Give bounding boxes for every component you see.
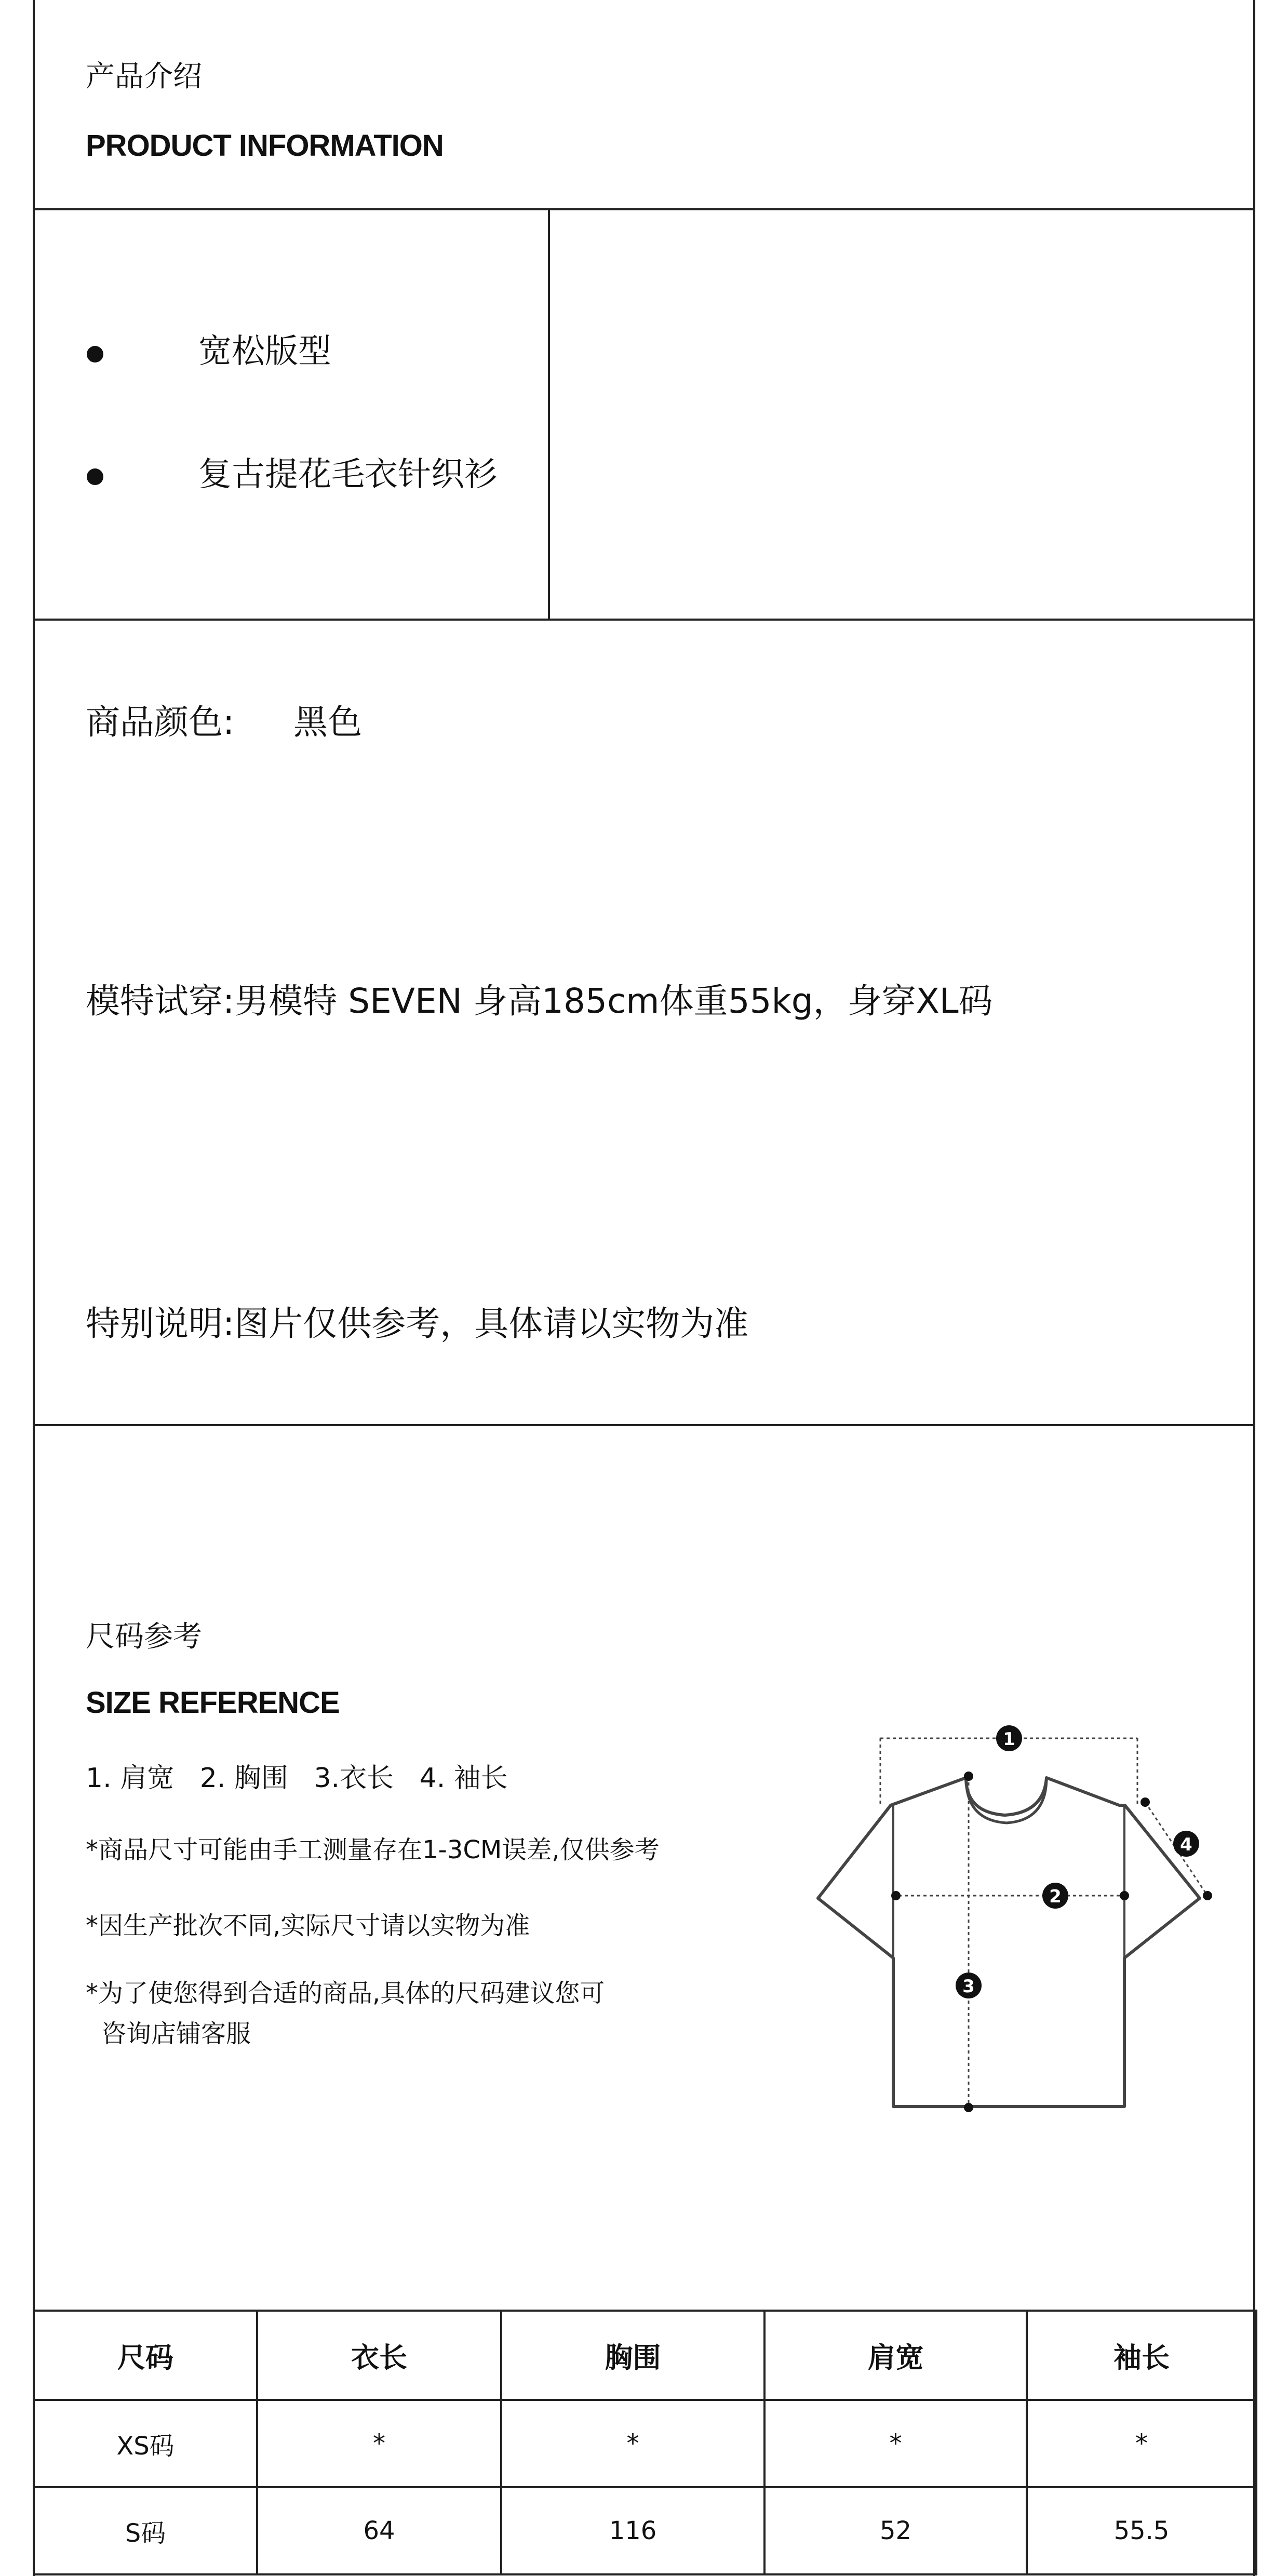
size-table [33, 2310, 1257, 2575]
size-note: 咨询店铺客服 [101, 2019, 251, 2048]
color-value: 黑色 [293, 702, 362, 742]
model-info: 模特试穿:男模特 SEVEN 身高185cm体重55kg，身穿XL码 [86, 981, 993, 1021]
table-header-cell: 尺码 [34, 2311, 257, 2400]
divider [33, 208, 1255, 210]
table-row [34, 2400, 1256, 2487]
marker-4-icon [1173, 1831, 1199, 1857]
color-label: 商品颜色: [86, 702, 235, 742]
bullet-icon [87, 468, 103, 485]
size-note: *为了使您得到合适的商品,具体的尺码建议您可 [86, 1979, 605, 2008]
table-cell: 55.5 [1027, 2487, 1256, 2574]
svg-text:2: 2 [1049, 1886, 1062, 1907]
size-note: *因生产批次不同,实际尺寸请以实物为准 [86, 1911, 530, 1940]
table-cell: 52 [764, 2487, 1027, 2574]
table-cell: 116 [501, 2487, 764, 2574]
page-frame [33, 0, 1255, 2576]
marker-2-icon [1042, 1883, 1068, 1909]
divider [33, 1424, 1255, 1426]
product-intro-title-cn: 产品介绍 [86, 60, 202, 93]
measurement-legend: 1. 肩宽 2. 胸围 3.衣长 4. 袖长 [86, 1763, 508, 1794]
table-cell: S码 [34, 2487, 257, 2574]
svg-text:1: 1 [1003, 1729, 1015, 1750]
table-header-cell: 衣长 [257, 2311, 501, 2400]
marker-3-icon [956, 1973, 982, 1998]
table-cell: * [501, 2400, 764, 2487]
table-header-row [34, 2311, 1256, 2400]
product-intro-title-en: PRODUCT INFORMATION [86, 129, 444, 163]
table-cell: * [1027, 2400, 1256, 2487]
svg-text:4: 4 [1180, 1834, 1192, 1855]
tshirt-measurement-diagram [810, 1709, 1226, 2124]
table-cell: * [257, 2400, 501, 2487]
size-note: *商品尺寸可能由手工测量存在1-3CM误差,仅供参考 [86, 1835, 660, 1864]
table-cell: * [764, 2400, 1027, 2487]
table-header-cell: 肩宽 [764, 2311, 1027, 2400]
feature-item: 宽松版型 [198, 332, 331, 371]
table-cell: 64 [257, 2487, 501, 2574]
size-reference-title-cn: 尺码参考 [86, 1620, 202, 1654]
svg-text:3: 3 [962, 1976, 975, 1997]
feature-item: 复古提花毛衣针织衫 [198, 455, 498, 494]
tshirt-outline-icon [818, 1778, 1200, 2107]
feature-divider [548, 208, 550, 621]
marker-1-icon [996, 1725, 1022, 1751]
size-reference-title-en: SIZE REFERENCE [86, 1686, 340, 1720]
table-row [34, 2487, 1256, 2574]
bullet-icon [87, 346, 103, 363]
divider [33, 619, 1255, 621]
table-header-cell: 袖长 [1027, 2311, 1256, 2400]
table-cell: XS码 [34, 2400, 257, 2487]
special-note: 特别说明:图片仅供参考，具体请以实物为准 [86, 1304, 749, 1344]
table-header-cell: 胸围 [501, 2311, 764, 2400]
